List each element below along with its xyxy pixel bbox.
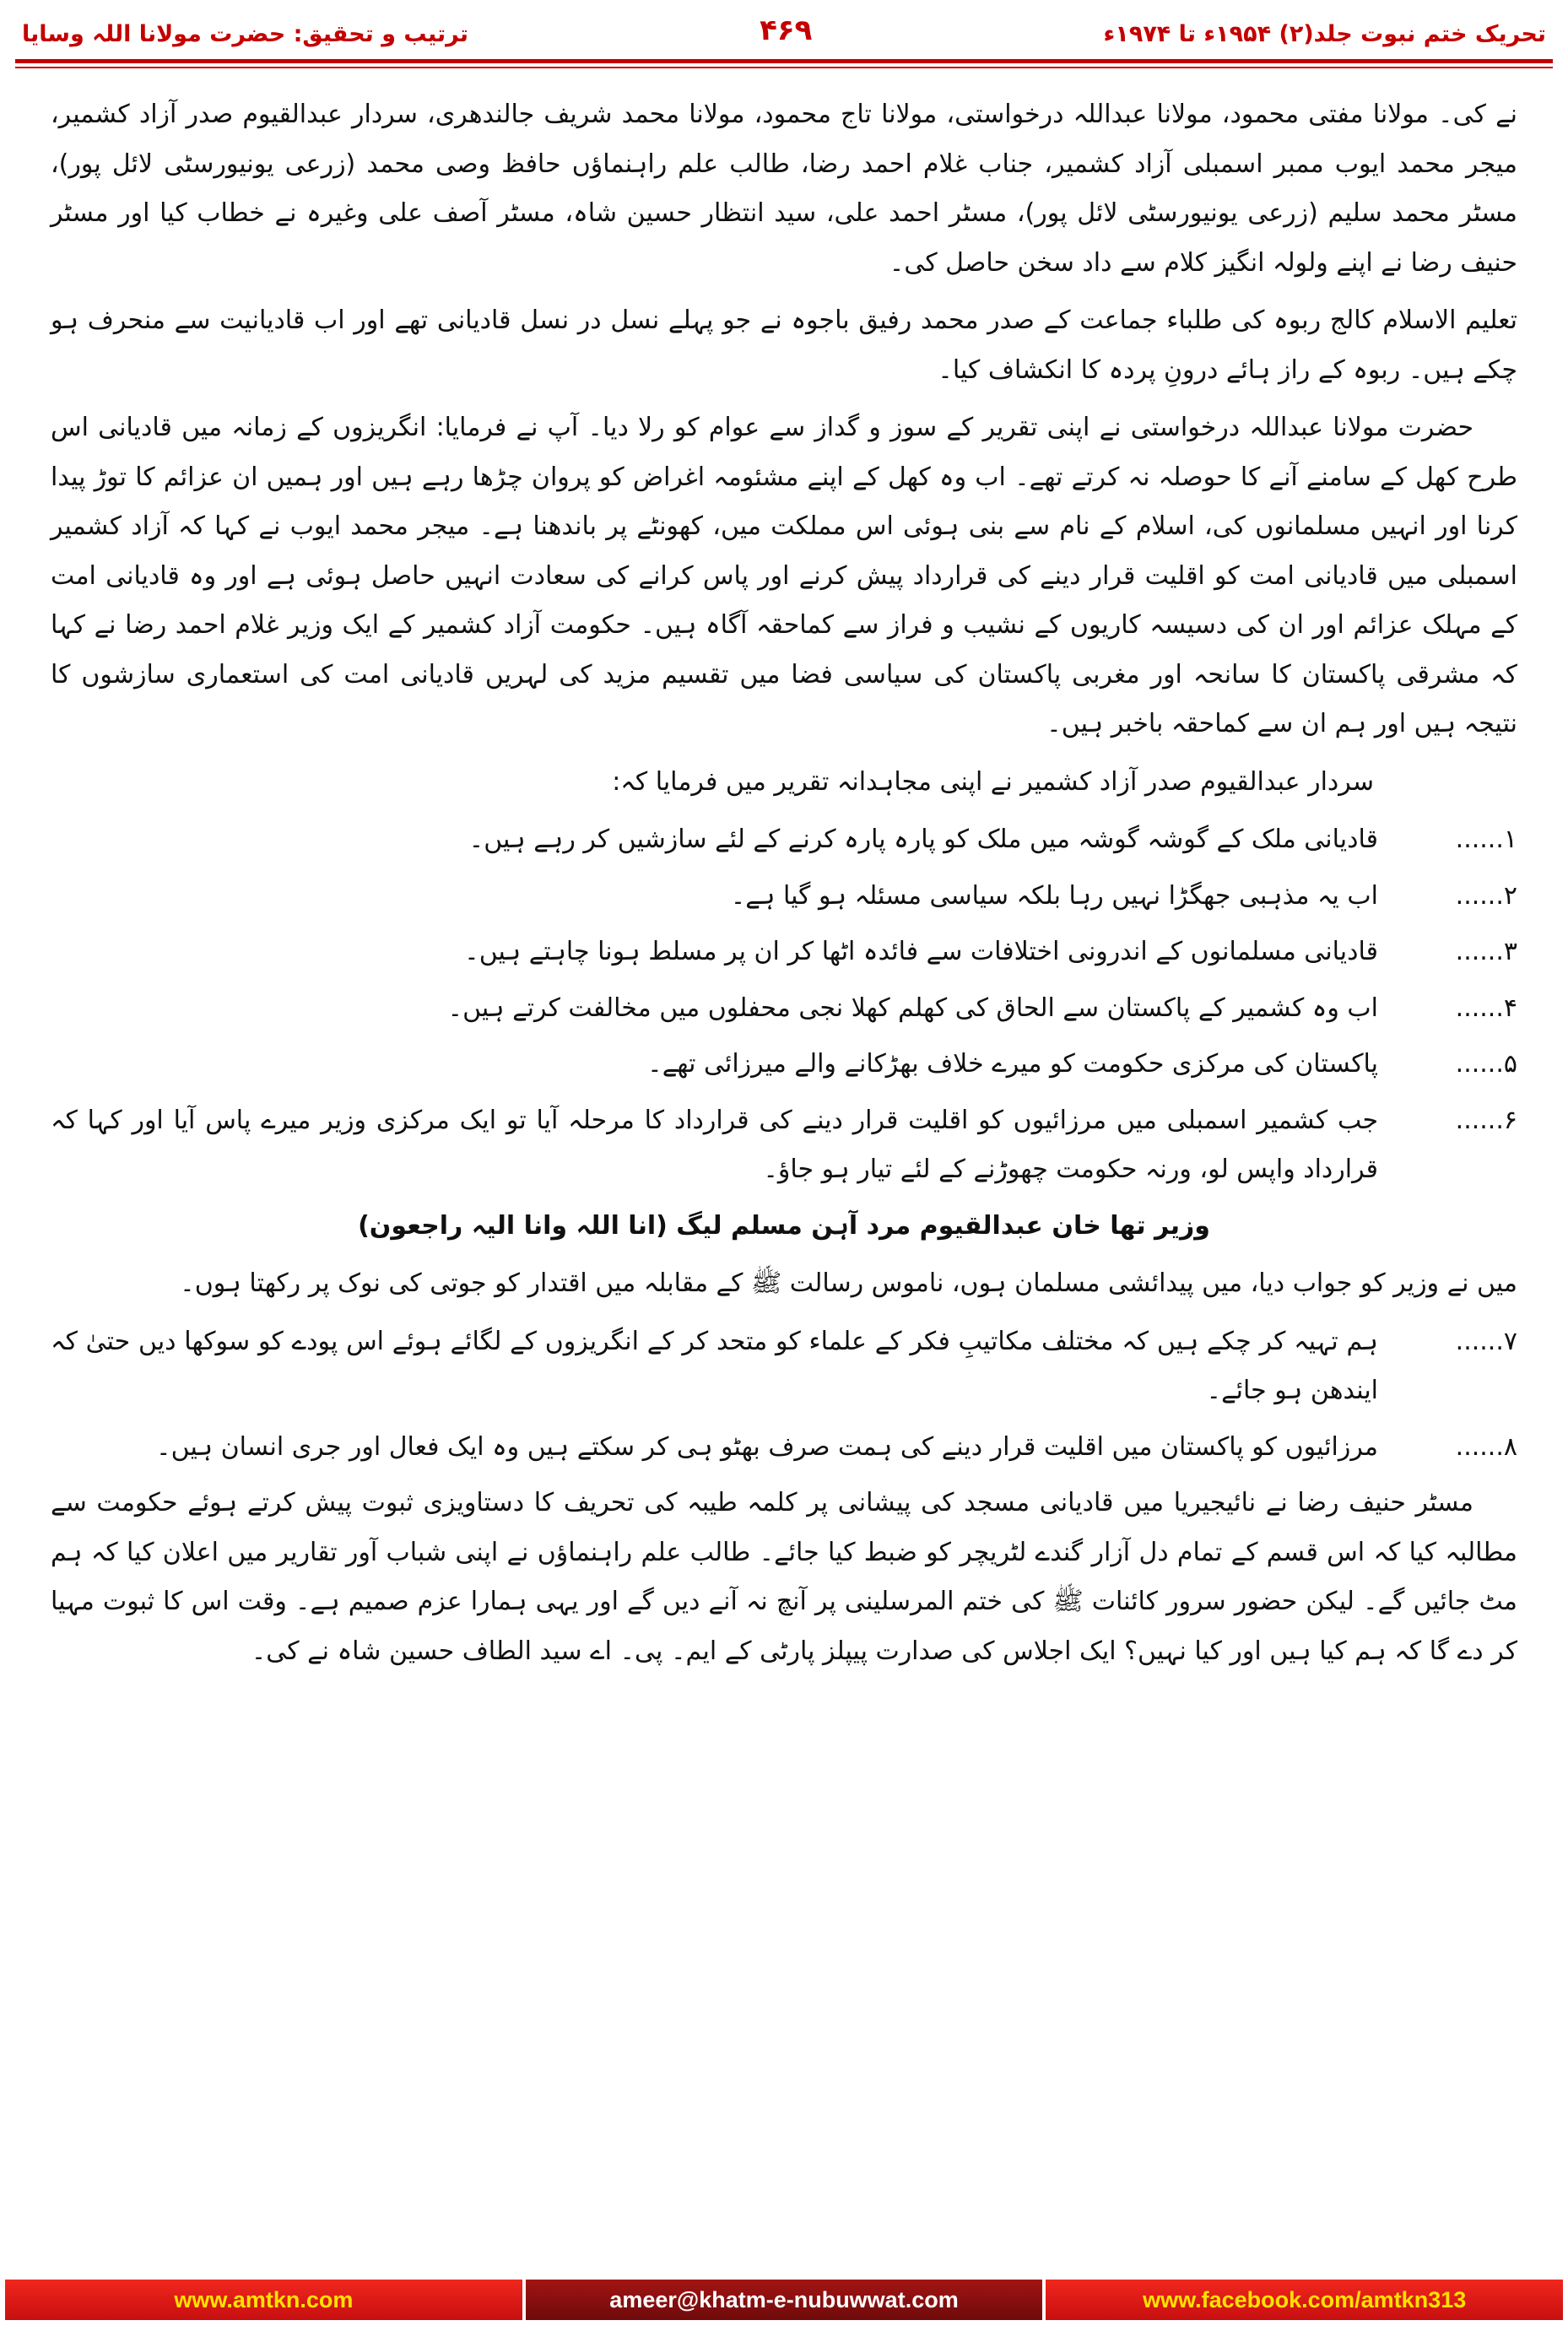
list-item [51,815,1517,865]
list-item-text: ہم تہیہ کر چکے ہیں کہ مختلف مکاتیبِ فکر کے علماء کو متحد کر کے انگریزوں کے لگائے ہوئے اس پودے کو سوکھا دیں حتیٰ کہ ایندھن ہو جائے۔ [51,1326,1378,1406]
editor-credit: ترتیب و تحقیق: حضرت مولانا اللہ وسایا [22,21,469,48]
paragraph: میں نے وزیر کو جواب دیا، میں پیدائشی مسلمان ہوں، ناموس رسالت ﷺ کے مقابلہ میں اقتدار کو جوتی کی نوک پر رکھتا ہوں۔ [180,1268,1517,1299]
list-item-text: اب یہ مذہبی جھگڑا نہیں رہا بلکہ سیاسی مسئلہ ہو گیا ہے۔ [730,880,1378,911]
page-footer-bar [0,2280,1568,2320]
footer-email-link[interactable]: ameer@khatm-e-nubuwwat.com [526,2280,1043,2320]
paragraph-list-intro: سردار عبدالقیوم صدر آزاد کشمیر نے اپنی مجاہدانہ تقریر میں فرمایا کہ: [612,766,1374,797]
list-item-number: ۵...... [1455,1049,1517,1079]
list-item-number: ۳...... [1455,937,1517,967]
list-item-text: پاکستان کی مرکزی حکومت کو میرے خلاف بھڑکانے والے میرزائی تھے۔ [647,1049,1378,1079]
list-item [51,1040,1517,1090]
list-item [51,1317,1517,1416]
list-item [51,1096,1517,1195]
list-item [51,928,1517,977]
page-number: ۴۶۹ [760,14,813,47]
list-item-text: اب وہ کشمیر کے پاکستان سے الحاق کی کھلم کھلا نجی محفلوں میں مخالفت کرتے ہیں۔ [447,993,1378,1023]
list-item-number: ۱...... [1455,825,1517,855]
paragraph: حضرت مولانا عبداللہ درخواستی نے اپنی تقریر کے سوز و گداز سے عوام کو رلا دیا۔ آپ نے فرمایا: انگریزوں کے زمانہ میں قادیانی اس طرح کھل کے سامنے آنے کا حوصلہ نہ کرتے تھے۔ اب وہ کھل کے اپنے مشئومہ اغراض کو پروان چڑھا رہے ہیں اور ہمیں ان عزائم کا توڑ پیدا کرنا اور انہیں مسلمانوں کی، اسلام کے نام سے بنی ہوئی اس مملکت میں، کھونٹے پر باندھنا ہے۔ میجر محمد ایوب نے کہا کہ آزاد کشمیر اسمبلی میں قادیانی امت کو اقلیت قرار دینے کی قرارداد پیش کرنے اور پاس کرانے کی سعادت انہیں حاصل ہوئی ہے اور وہ قادیانی امت کے مہلک عزائم اور ان کی دسیسہ کاریوں کے نشیب و فراز سے کماحقہ آگاہ ہیں۔ حکومت آزاد کشمیر کے ایک وزیر غلام احمد رضا نے کہا کہ مشرقی پاکستان کا سانحہ اور مغربی پاکستان کی سیاسی فضا میں تقسیم مزید کی لہریں قادیانی امت کی استعماری سازشوں کا نتیجہ ہیں اور ہم ان سے کماحقہ باخبر ہیں۔ [51,413,1517,739]
book-title: تحریک ختم نبوت جلد(۲) ۱۹۵۴ء تا ۱۹۷۴ء [1103,21,1546,48]
page-header [0,0,1568,57]
list-item-text: قادیانی مسلمانوں کے اندرونی اختلافات سے فائدہ اٹھا کر ان پر مسلط ہونا چاہتے ہیں۔ [464,937,1378,967]
emphasis-line: وزیر تھا خان عبدالقیوم مرد آہن مسلم لیگ (انا اللہ وانا الیہ راجعون) [358,1210,1210,1241]
list-item-text: قادیانی ملک کے گوشہ گوشہ میں ملک کو پارہ پارہ کرنے کے لئے سازشیں کر رہے ہیں۔ [468,825,1378,855]
paragraph: تعلیم الاسلام کالج ربوہ کی طلباء جماعت کے صدر محمد رفیق باجوہ نے جو پہلے نسل در نسل قادیانی تھے اور اب قادیانیت سے منحرف ہو چکے ہیں۔ ربوہ کے راز ہائے درونِ پردہ کا انکشاف کیا۔ [51,306,1517,385]
list-item-text: مرزائیوں کو پاکستان میں اقلیت قرار دینے کی ہمت صرف بھٹو ہی کر سکتے ہیں وہ ایک فعال اور جری انسان ہیں۔ [156,1431,1378,1462]
paragraph: مسٹر حنیف رضا نے نائیجیریا میں قادیانی مسجد کی پیشانی پر کلمہ طیبہ کی تحریف کا دستاویزی ثبوت پیش کرتے ہوئے حکومت سے مطالبہ کیا کہ اس قسم کے تمام دل آزار گندے لٹریچر کو ضبط کیا جائے۔ طالب علم راہنماؤں نے اپنی شباب آور تقاریر میں اعلان کیا کہ ہم مٹ جائیں گے۔ لیکن حضور سرور کائنات ﷺ کی ختم المرسلینی پر آنچ نہ آنے دیں گے اور یہی ہمارا عزم صمیم ہے۔ وقت اس کا ثبوت مہیا کر دے گا کہ ہم کیا ہیں اور کیا نہیں؟ ایک اجلاس کی صدارت پیپلز پارٹی کے ایم۔ پی۔ اے سید الطاف حسین شاہ نے کی۔ [51,1488,1517,1666]
list-item [51,872,1517,922]
list-item-text: جب کشمیر اسمبلی میں مرزائیوں کو اقلیت قرار دینے کی قرارداد کا مرحلہ آیا تو ایک مرکزی وزیر میرے پاس آیا اور کہا کہ قرارداد واپس لو، ورنہ حکومت چھوڑنے کے لئے تیار ہو جاؤ۔ [51,1105,1378,1185]
list-item-number: ۷...... [1455,1326,1517,1356]
list-item-number: ۶...... [1455,1105,1517,1135]
list-item [51,984,1517,1034]
list-item-number: ۸...... [1455,1431,1517,1462]
list-item [51,1423,1517,1473]
footer-website-link[interactable]: www.amtkn.com [5,2280,522,2320]
list-item-number: ۲...... [1455,880,1517,911]
paragraph: نے کی۔ مولانا مفتی محمود، مولانا عبداللہ درخواستی، مولانا تاج محمود، مولانا محمد شریف جالندھری، سردار عبدالقیوم صدر آزاد کشمیر، میجر محمد ایوب ممبر اسمبلی آزاد کشمیر، جناب غلام احمد رضا، طالب علم راہنماؤں حافظ وصی محمد (زرعی یونیورسٹی لائل پور)، مسٹر محمد سلیم (زرعی یونیورسٹی لائل پور)، مسٹر احمد علی، سید انتظار حسین شاہ، مسٹر آصف علی وغیرہ نے خطاب کیا اور مسٹر حنیف رضا نے اپنے ولولہ انگیز کلام سے داد سخن حاصل کی۔ [51,100,1517,278]
page-body [0,68,1568,1676]
header-divider-rule [15,59,1553,68]
list-item-number: ۴...... [1455,993,1517,1023]
footer-facebook-link[interactable]: www.facebook.com/amtkn313 [1046,2280,1563,2320]
